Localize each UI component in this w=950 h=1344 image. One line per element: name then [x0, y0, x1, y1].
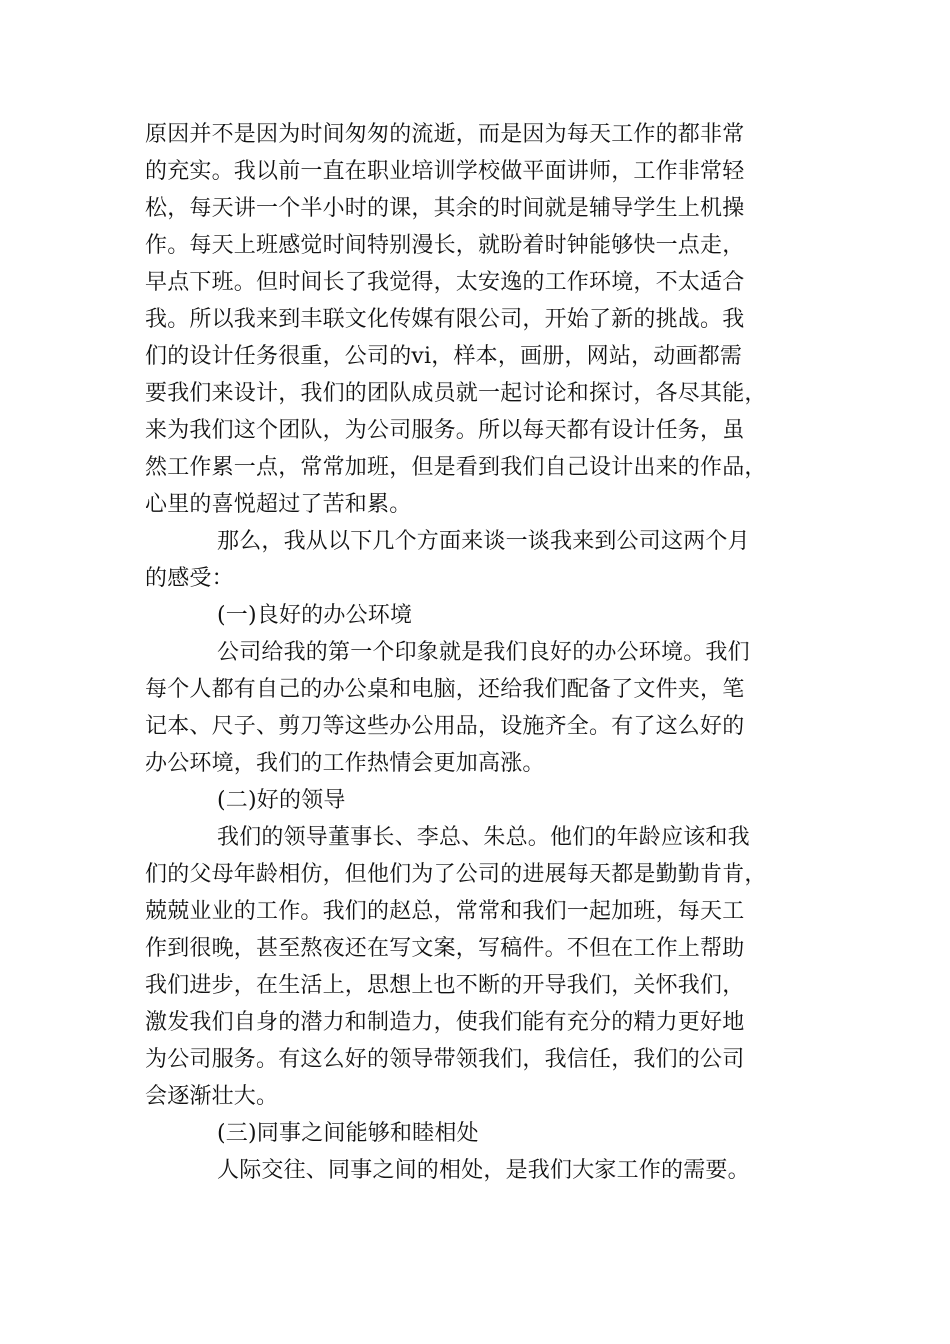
text-line: 们的父母年龄相仿，但他们为了公司的进展每天都是勤勤肯肯，	[145, 862, 767, 887]
text-line: 公司给我的第一个印象就是我们良好的办公环境。我们	[217, 640, 750, 665]
paragraph-leadership	[145, 819, 815, 1115]
text-line: 早点下班。但时间长了我觉得，太安逸的工作环境，不太适合	[145, 270, 745, 295]
text-line: 松，每天讲一个半小时的课，其余的时间就是辅导学生上机操	[145, 196, 745, 221]
text-line: 心里的喜悦超过了苦和累。	[145, 492, 412, 517]
text-line: 来为我们这个团队，为公司服务。所以每天都有设计任务，虽	[145, 418, 745, 443]
text-line: 我们进步，在生活上，思想上也不断的开导我们，关怀我们，	[145, 973, 745, 998]
text-line: 激发我们自身的潜力和制造力，使我们能有充分的精力更好地	[145, 1010, 745, 1035]
text-line: 的感受：	[145, 566, 234, 591]
paragraph-office-environment	[145, 634, 815, 782]
text-line: 我。所以我来到丰联文化传媒有限公司，开始了新的挑战。我	[145, 307, 745, 332]
section-heading-colleagues: (三)同事之间能够和睦相处	[217, 1121, 479, 1146]
section-heading-office-environment: (一)良好的办公环境	[217, 603, 413, 628]
text-line: 会逐渐壮大。	[145, 1084, 279, 1109]
text-line: 原因并不是因为时间匆匆的流逝，而是因为每天工作的都非常	[145, 122, 745, 147]
paragraph-continuation	[145, 116, 815, 523]
text-line: 然工作累一点，常常加班，但是看到我们自己设计出来的作品，	[145, 455, 767, 480]
text-line: 记本、尺子、剪刀等这些办公用品，设施齐全。有了这么好的	[145, 714, 745, 739]
text-line: 的充实。我以前一直在职业培训学校做平面讲师，工作非常轻	[145, 159, 745, 184]
text-line: 那么，我从以下几个方面来谈一谈我来到公司这两个月	[217, 529, 750, 554]
text-line: 办公环境，我们的工作热情会更加高涨。	[145, 751, 545, 776]
text-line: 我们的领导董事长、李总、朱总。他们的年龄应该和我	[217, 825, 750, 850]
text-line: 作到很晚，甚至熬夜还在写文案，写稿件。不但在工作上帮助	[145, 936, 745, 961]
text-line: 作。每天上班感觉时间特别漫长，就盼着时钟能够快一点走，	[145, 233, 745, 258]
paragraph-intro	[145, 523, 815, 597]
text-line: 人际交往、同事之间的相处，是我们大家工作的需要。	[217, 1158, 750, 1183]
text-line: 要我们来设计，我们的团队成员就一起讨论和探讨，各尽其能，	[145, 381, 767, 406]
document-body	[145, 116, 815, 1189]
text-line: 们的设计任务很重，公司的vi，样本，画册，网站，动画都需	[145, 344, 743, 369]
paragraph-colleagues	[145, 1152, 815, 1189]
text-line: 为公司服务。有这么好的领导带领我们，我信任，我们的公司	[145, 1047, 745, 1072]
text-line: 兢兢业业的工作。我们的赵总，常常和我们一起加班，每天工	[145, 899, 745, 924]
text-line: 每个人都有自己的办公桌和电脑，还给我们配备了文件夹，笔	[145, 677, 745, 702]
section-heading-leadership: (二)好的领导	[217, 788, 346, 813]
